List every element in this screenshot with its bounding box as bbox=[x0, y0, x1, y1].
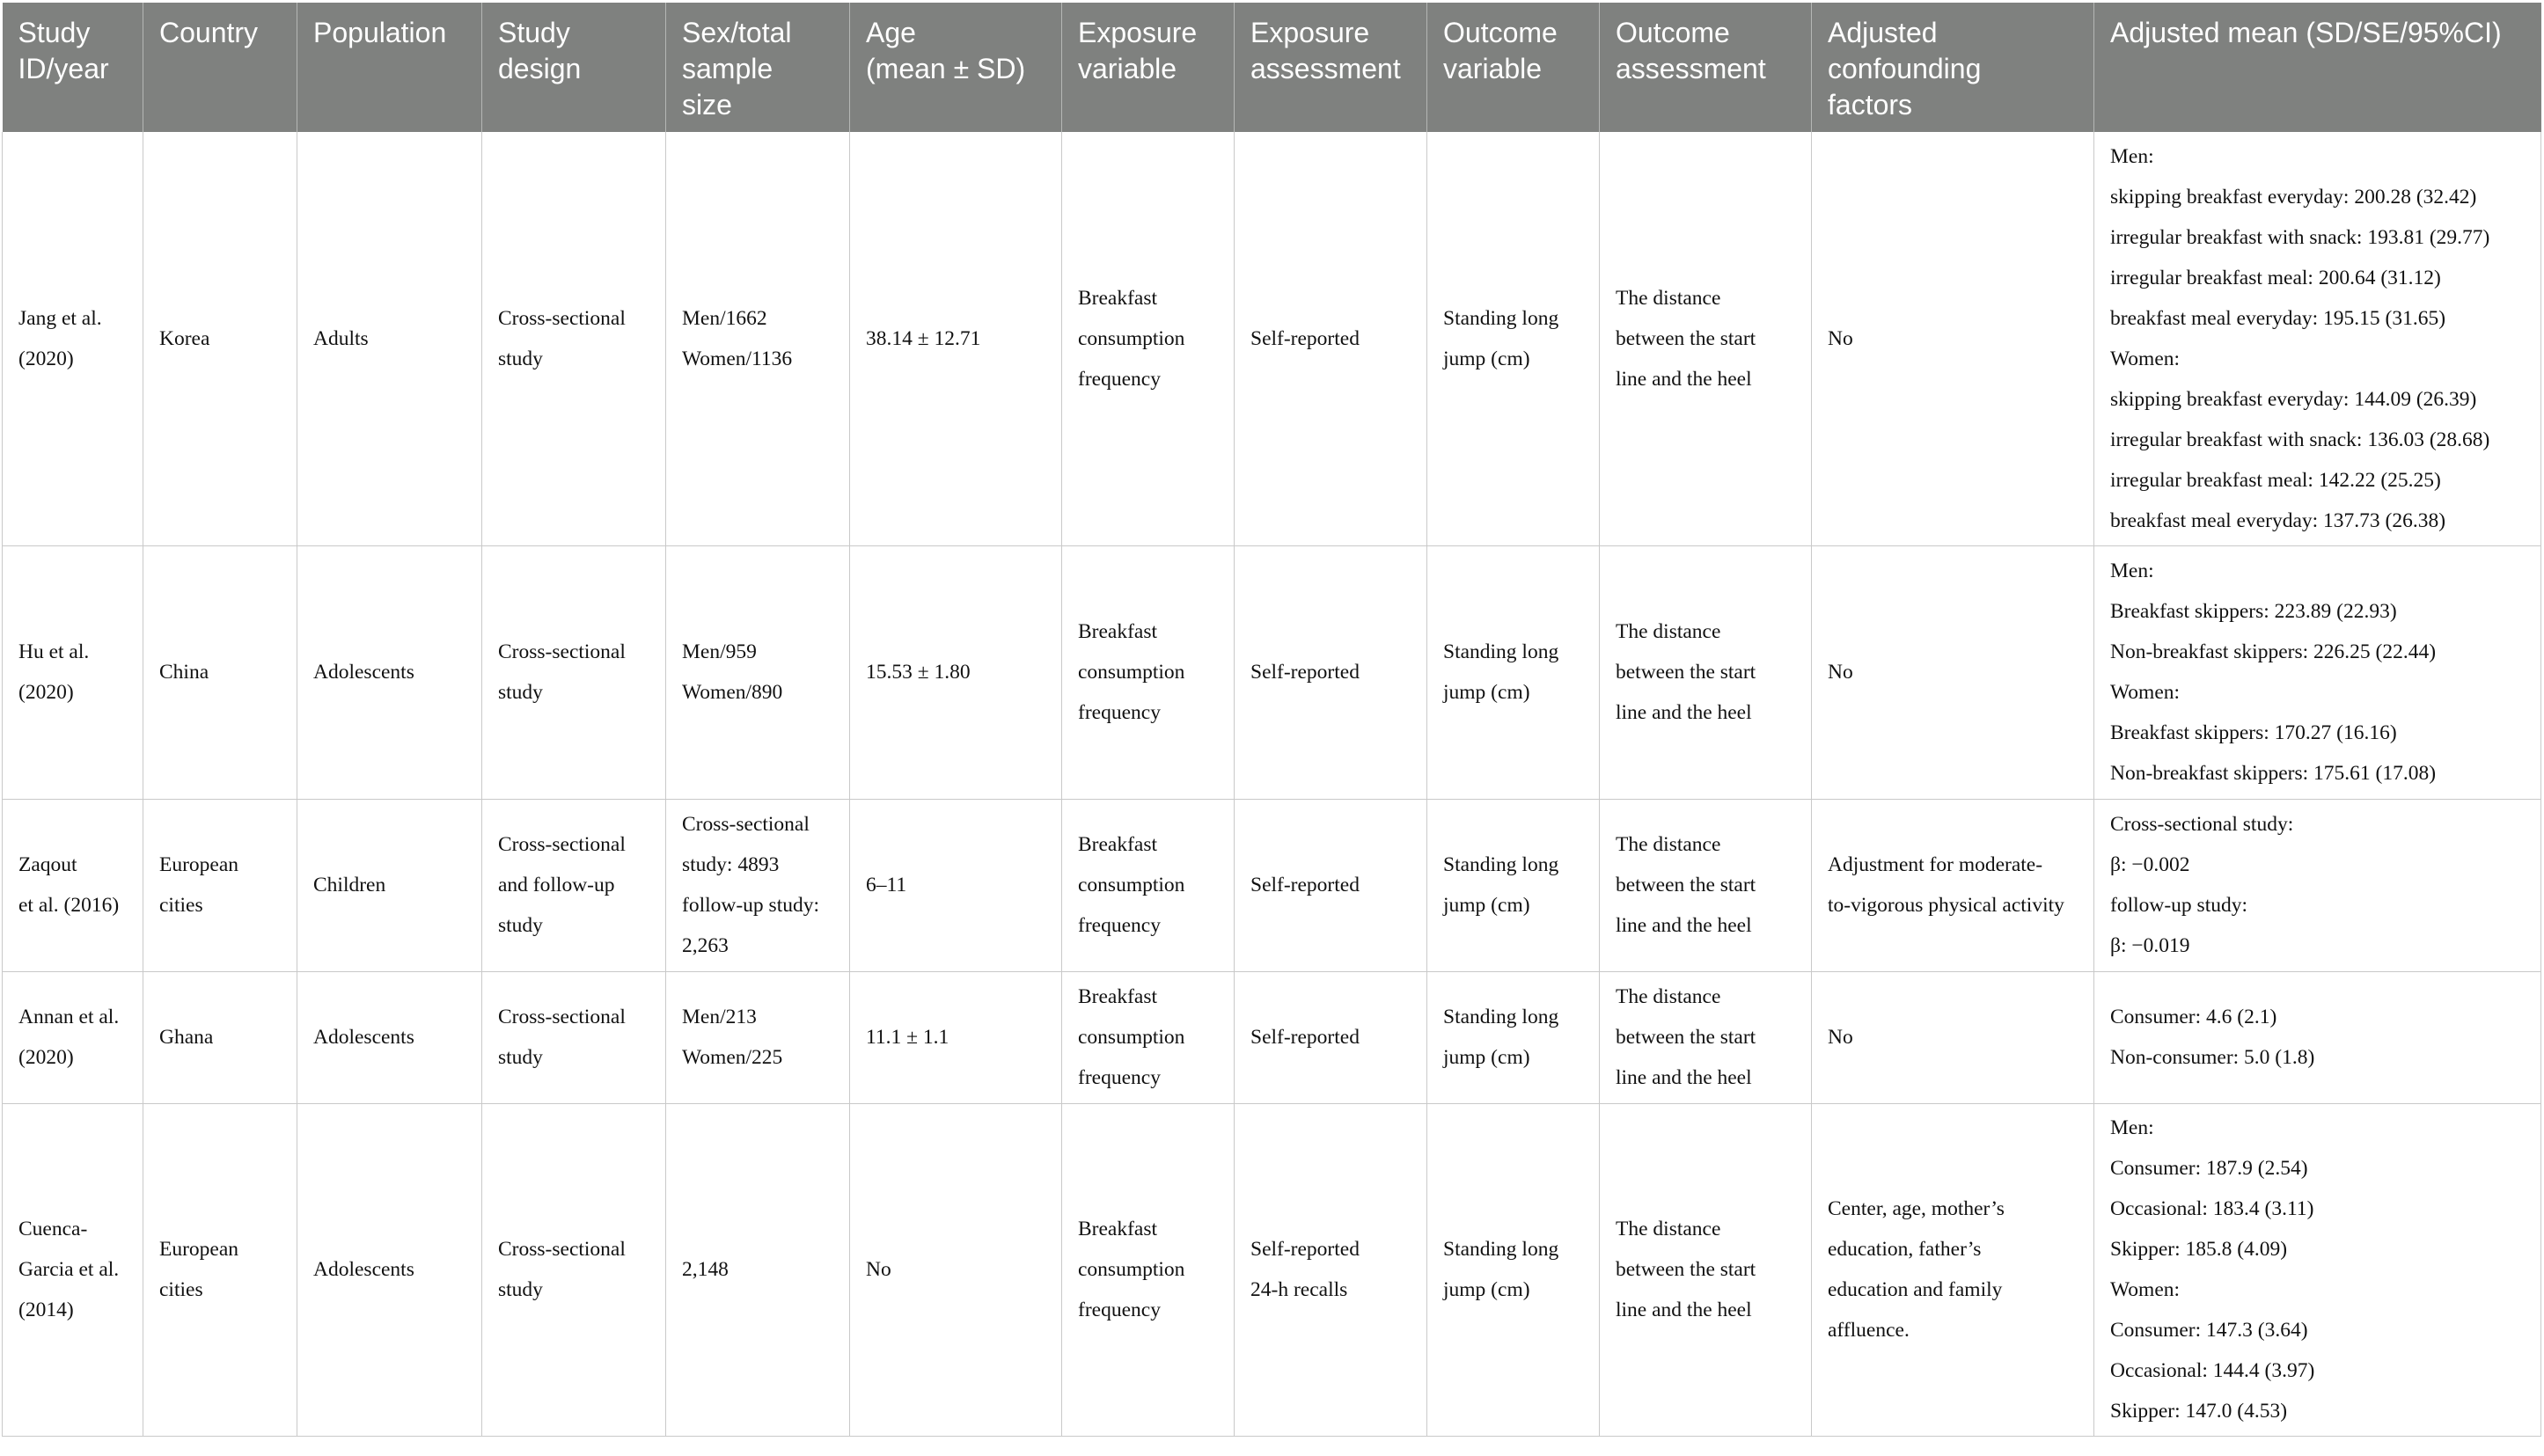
outcome-assessment-cell: The distance between the start line and the heel bbox=[1600, 545, 1812, 799]
study-id-link[interactable]: Cuenca- Garcia et al. (2014) bbox=[3, 1103, 143, 1436]
header-row bbox=[3, 3, 2541, 132]
age-cell: No bbox=[850, 1103, 1062, 1436]
outcome-assessment-cell: The distance between the start line and the heel bbox=[1600, 1103, 1812, 1436]
sample-cell: Men/213 Women/225 bbox=[666, 971, 850, 1103]
study-id-link[interactable]: Jang et al. (2020) bbox=[3, 132, 143, 545]
outcome-variable-cell: Standing long jump (cm) bbox=[1427, 799, 1600, 971]
confounding-cell: Adjustment for moderate- to-vigorous physical activity bbox=[1812, 799, 2094, 971]
header-confounding-factors: Adjusted confounding factors bbox=[1812, 3, 2094, 132]
sample-cell: 2,148 bbox=[666, 1103, 850, 1436]
table-row bbox=[3, 545, 2541, 799]
confounding-cell: No bbox=[1812, 545, 2094, 799]
adjusted-mean-cell: Consumer: 4.6 (2.1) Non-consumer: 5.0 (1.8) bbox=[2094, 971, 2541, 1103]
header-study-design: Study design bbox=[482, 3, 666, 132]
exposure-assessment-cell: Self-reported bbox=[1235, 545, 1427, 799]
design-cell: Cross-sectional study bbox=[482, 545, 666, 799]
age-cell: 11.1 ± 1.1 bbox=[850, 971, 1062, 1103]
exposure-variable-cell: Breakfast consumption frequency bbox=[1062, 545, 1235, 799]
design-cell: Cross-sectional study bbox=[482, 132, 666, 545]
age-cell: 15.53 ± 1.80 bbox=[850, 545, 1062, 799]
exposure-variable-cell: Breakfast consumption frequency bbox=[1062, 799, 1235, 971]
header-adjusted-mean: Adjusted mean (SD/SE/95%CI) bbox=[2094, 3, 2541, 132]
country-cell: China bbox=[143, 545, 297, 799]
population-cell: Adolescents bbox=[297, 545, 482, 799]
outcome-assessment-cell: The distance between the start line and the heel bbox=[1600, 971, 1812, 1103]
design-cell: Cross-sectional study bbox=[482, 971, 666, 1103]
adjusted-mean-cell: Cross-sectional study: β: −0.002 follow-up study: β: −0.019 bbox=[2094, 799, 2541, 971]
exposure-variable-cell: Breakfast consumption frequency bbox=[1062, 132, 1235, 545]
header-exposure-variable: Exposure variable bbox=[1062, 3, 1235, 132]
design-cell: Cross-sectional study bbox=[482, 1103, 666, 1436]
confounding-cell: No bbox=[1812, 132, 2094, 545]
country-cell: European cities bbox=[143, 1103, 297, 1436]
study-id-link[interactable]: Annan et al. (2020) bbox=[3, 971, 143, 1103]
header-outcome-assessment: Outcome assessment bbox=[1600, 3, 1812, 132]
population-cell: Adolescents bbox=[297, 1103, 482, 1436]
table-row bbox=[3, 799, 2541, 971]
population-cell: Children bbox=[297, 799, 482, 971]
outcome-assessment-cell: The distance between the start line and the heel bbox=[1600, 799, 1812, 971]
age-cell: 6–11 bbox=[850, 799, 1062, 971]
exposure-assessment-cell: Self-reported 24-h recalls bbox=[1235, 1103, 1427, 1436]
outcome-variable-cell: Standing long jump (cm) bbox=[1427, 1103, 1600, 1436]
adjusted-mean-cell: Men: Consumer: 187.9 (2.54) Occasional: 183.4 (3.11) Skipper: 185.8 (4.09) Women: Consumer: 147.3 (3.64) Occasional: 144.4 (3.97) Skipper: 147.0 (4.53) bbox=[2094, 1103, 2541, 1436]
exposure-assessment-cell: Self-reported bbox=[1235, 971, 1427, 1103]
outcome-variable-cell: Standing long jump (cm) bbox=[1427, 971, 1600, 1103]
header-study-id: Study ID/year bbox=[3, 3, 143, 132]
table-row bbox=[3, 971, 2541, 1103]
header-outcome-variable: Outcome variable bbox=[1427, 3, 1600, 132]
country-cell: European cities bbox=[143, 799, 297, 971]
adjusted-mean-cell: Men: skipping breakfast everyday: 200.28 (32.42) irregular breakfast with snack: 193.81 (29.77) irregular breakfast meal: 200.64 (31.12) breakfast meal everyday: 195.15 (31.65) Women: skipping breakfast everyday: 144.09 (26.39) irregular breakfast with snack: 136.03 (28.68) irregular breakfast meal: 142.22 (25.25) breakfast meal everyday: 137.73 (26.38) bbox=[2094, 132, 2541, 545]
exposure-assessment-cell: Self-reported bbox=[1235, 132, 1427, 545]
header-sample-size: Sex/total sample size bbox=[666, 3, 850, 132]
study-id-link[interactable]: Hu et al. (2020) bbox=[3, 545, 143, 799]
outcome-assessment-cell: The distance between the start line and the heel bbox=[1600, 132, 1812, 545]
outcome-variable-cell: Standing long jump (cm) bbox=[1427, 132, 1600, 545]
sample-cell: Men/1662 Women/1136 bbox=[666, 132, 850, 545]
exposure-variable-cell: Breakfast consumption frequency bbox=[1062, 971, 1235, 1103]
study-table bbox=[2, 3, 2541, 1437]
outcome-variable-cell: Standing long jump (cm) bbox=[1427, 545, 1600, 799]
population-cell: Adults bbox=[297, 132, 482, 545]
table-row bbox=[3, 1103, 2541, 1436]
confounding-cell: No bbox=[1812, 971, 2094, 1103]
study-id-link[interactable]: Zaqout et al. (2016) bbox=[3, 799, 143, 971]
header-age: Age (mean ± SD) bbox=[850, 3, 1062, 132]
adjusted-mean-cell: Men: Breakfast skippers: 223.89 (22.93) Non-breakfast skippers: 226.25 (22.44) Women: Breakfast skippers: 170.27 (16.16) Non-breakfast skippers: 175.61 (17.08) bbox=[2094, 545, 2541, 799]
table-row bbox=[3, 132, 2541, 545]
header-exposure-assessment: Exposure assessment bbox=[1235, 3, 1427, 132]
country-cell: Ghana bbox=[143, 971, 297, 1103]
exposure-assessment-cell: Self-reported bbox=[1235, 799, 1427, 971]
exposure-variable-cell: Breakfast consumption frequency bbox=[1062, 1103, 1235, 1436]
age-cell: 38.14 ± 12.71 bbox=[850, 132, 1062, 545]
design-cell: Cross-sectional and follow-up study bbox=[482, 799, 666, 971]
country-cell: Korea bbox=[143, 132, 297, 545]
sample-cell: Cross-sectional study: 4893 follow-up study: 2,263 bbox=[666, 799, 850, 971]
header-country: Country bbox=[143, 3, 297, 132]
confounding-cell: Center, age, mother’s education, father’s education and family affluence. bbox=[1812, 1103, 2094, 1436]
population-cell: Adolescents bbox=[297, 971, 482, 1103]
sample-cell: Men/959 Women/890 bbox=[666, 545, 850, 799]
header-population: Population bbox=[297, 3, 482, 132]
